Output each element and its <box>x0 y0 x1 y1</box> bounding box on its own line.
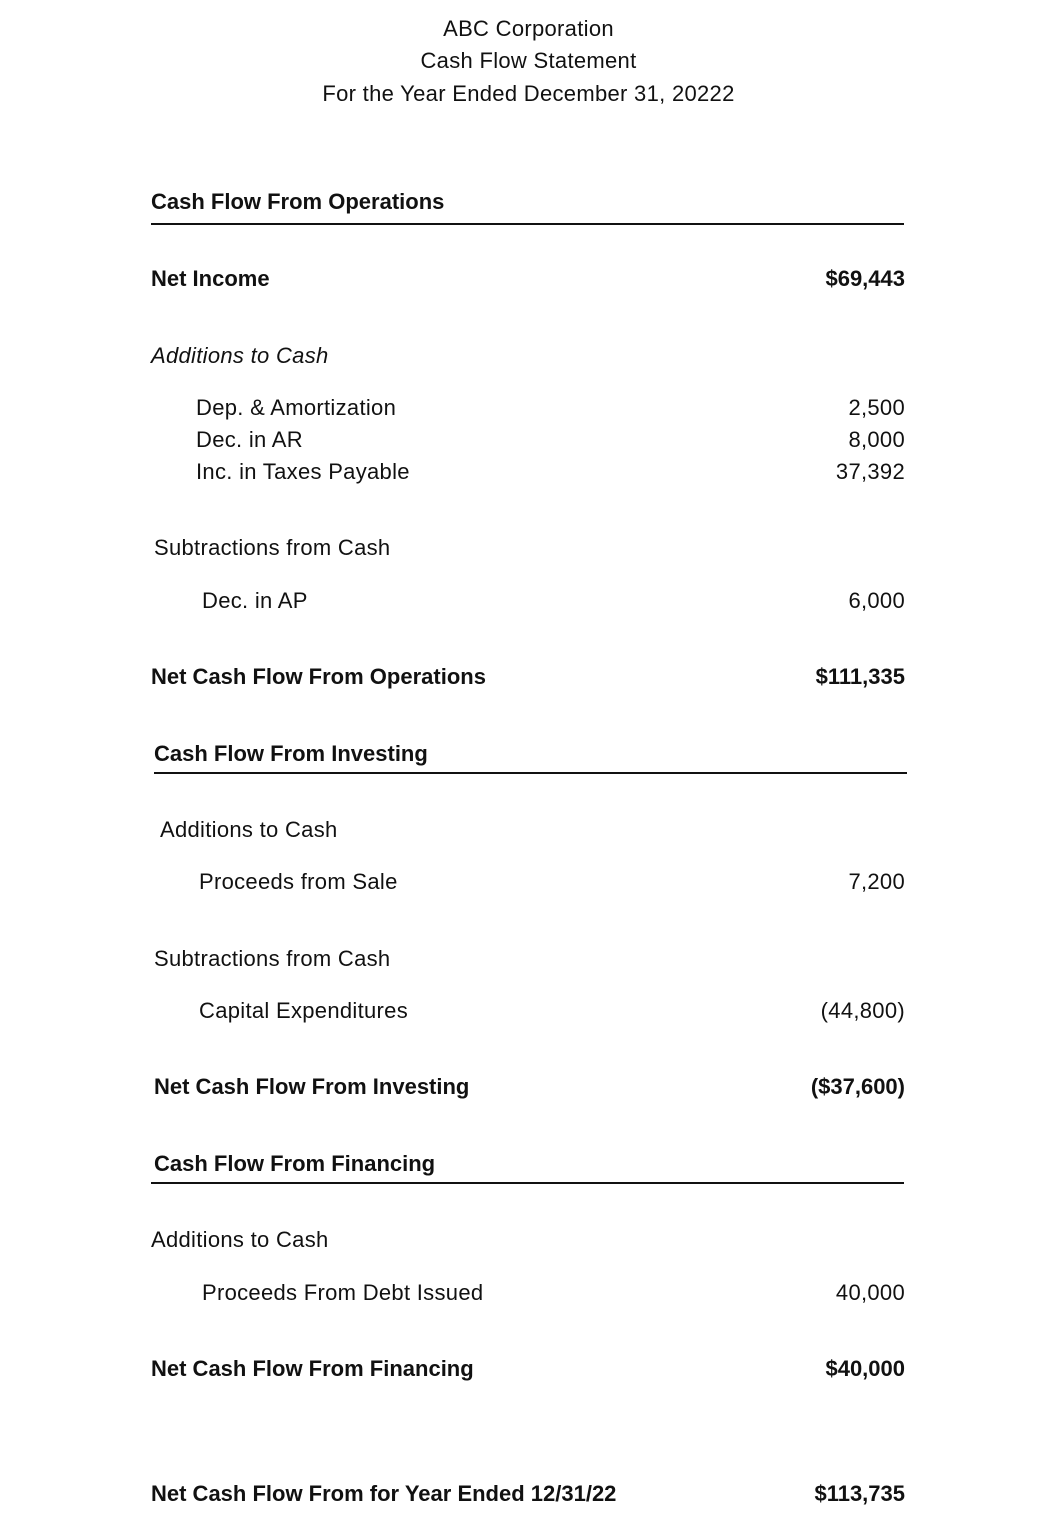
line-item-label: Capital Expenditures <box>199 998 409 1023</box>
line-item-label: Dep. & Amortization <box>196 395 397 420</box>
operations-divider <box>151 223 904 225</box>
net-financing-label: Net Cash Flow From Financing <box>151 1356 474 1381</box>
financing-heading: Cash Flow From Financing <box>154 1151 436 1176</box>
net-operations-value: $111,335 <box>815 664 905 689</box>
net-income-label: Net Income <box>151 266 270 291</box>
line-item-label: Inc. in Taxes Payable <box>196 459 410 484</box>
operations-additions-label: Additions to Cash <box>151 343 329 368</box>
statement-period: For the Year Ended December 31, 20222 <box>322 81 735 106</box>
net-investing-value: ($37,600) <box>810 1074 905 1099</box>
statement-title: Cash Flow Statement <box>420 48 637 73</box>
line-item-label: Dec. in AR <box>196 427 303 452</box>
net-cash-flow-total-value: $113,735 <box>814 1481 905 1506</box>
net-operations-label: Net Cash Flow From Operations <box>151 664 486 689</box>
line-item-value: (44,800) <box>820 998 905 1023</box>
investing-additions-label: Additions to Cash <box>160 817 338 842</box>
line-item-label: Proceeds from Sale <box>199 869 398 894</box>
investing-heading: Cash Flow From Investing <box>154 741 428 766</box>
line-item-value: 40,000 <box>835 1280 905 1305</box>
net-income-value: $69,443 <box>825 266 905 291</box>
line-item-value: 37,392 <box>835 459 905 484</box>
financing-divider <box>151 1182 904 1184</box>
net-financing-value: $40,000 <box>825 1356 905 1381</box>
line-item-value: 8,000 <box>848 427 905 452</box>
line-item-label: Proceeds From Debt Issued <box>202 1280 484 1305</box>
net-investing-label: Net Cash Flow From Investing <box>154 1074 470 1099</box>
investing-divider <box>154 772 907 774</box>
investing-subtractions-label: Subtractions from Cash <box>154 946 391 971</box>
line-item-value: 2,500 <box>848 395 905 420</box>
line-item-value: 6,000 <box>848 588 905 613</box>
line-item-value: 7,200 <box>848 869 905 894</box>
operations-heading: Cash Flow From Operations <box>151 189 445 214</box>
net-cash-flow-total-label: Net Cash Flow From for Year Ended 12/31/22 <box>151 1481 617 1506</box>
line-item-label: Dec. in AP <box>202 588 308 613</box>
company-name: ABC Corporation <box>443 16 614 41</box>
financing-additions-label: Additions to Cash <box>151 1227 329 1252</box>
operations-subtractions-label: Subtractions from Cash <box>154 535 391 560</box>
